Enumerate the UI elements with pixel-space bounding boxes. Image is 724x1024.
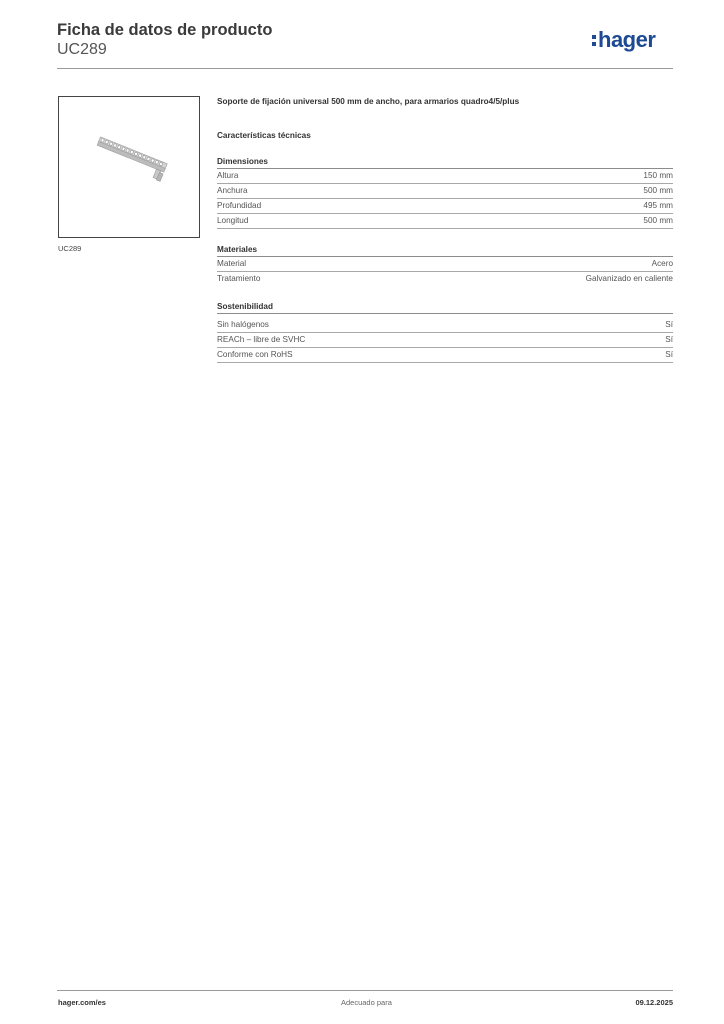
spec-row [217,199,673,214]
spec-value: 500 mm [643,216,673,225]
spec-row [217,257,673,272]
section-dimensiones [217,156,673,229]
spec-label: REACh – libre de SVHC [217,335,306,344]
spec-value: Sí [665,335,673,344]
spec-label: Conforme con RoHS [217,350,293,359]
spec-value: 150 mm [643,171,673,180]
spec-value: Acero [651,259,673,268]
section-title: Materiales [217,244,673,257]
footer-suitable-for: Adecuado para [341,998,392,1007]
spec-row [217,184,673,199]
hager-logo [592,26,674,56]
spec-value: Sí [665,320,673,329]
product-description: Soporte de fijación universal 500 mm de ancho, para armarios quadro4/5/plus [217,97,520,106]
page-title: Ficha de datos de producto [57,21,273,39]
spec-label: Material [217,259,247,268]
section-sostenibilidad [217,301,673,363]
svg-text:hager: hager [598,27,656,52]
header-divider [57,68,673,69]
technical-characteristics-title: Características técnicas [217,131,311,140]
product-image [59,97,199,237]
footer-date: 09.12.2025 [635,998,673,1007]
image-caption: UC289 [58,244,82,253]
spec-row [217,214,673,229]
spec-row [217,318,673,333]
spec-label: Sin halógenos [217,320,269,329]
spec-label: Anchura [217,186,248,195]
spec-label: Longitud [217,216,249,225]
spec-value: 495 mm [643,201,673,210]
spec-label: Profundidad [217,201,262,210]
product-image-frame [58,96,200,238]
spec-row [217,272,673,286]
spec-label: Tratamiento [217,274,261,283]
section-title: Sostenibilidad [217,301,673,314]
footer-divider [57,990,673,991]
spec-value: Sí [665,350,673,359]
spec-label: Altura [217,171,239,180]
section-materiales [217,244,673,286]
spec-value: 500 mm [643,186,673,195]
specification-panel [217,96,673,363]
footer-website-link[interactable]: hager.com/es [58,998,106,1007]
section-title: Dimensiones [217,156,673,169]
document-header [57,20,272,59]
spec-row [217,169,673,184]
spec-row [217,348,673,363]
spec-value: Galvanizado en caliente [585,274,673,283]
spec-row [217,333,673,348]
product-reference: UC289 [57,41,107,58]
